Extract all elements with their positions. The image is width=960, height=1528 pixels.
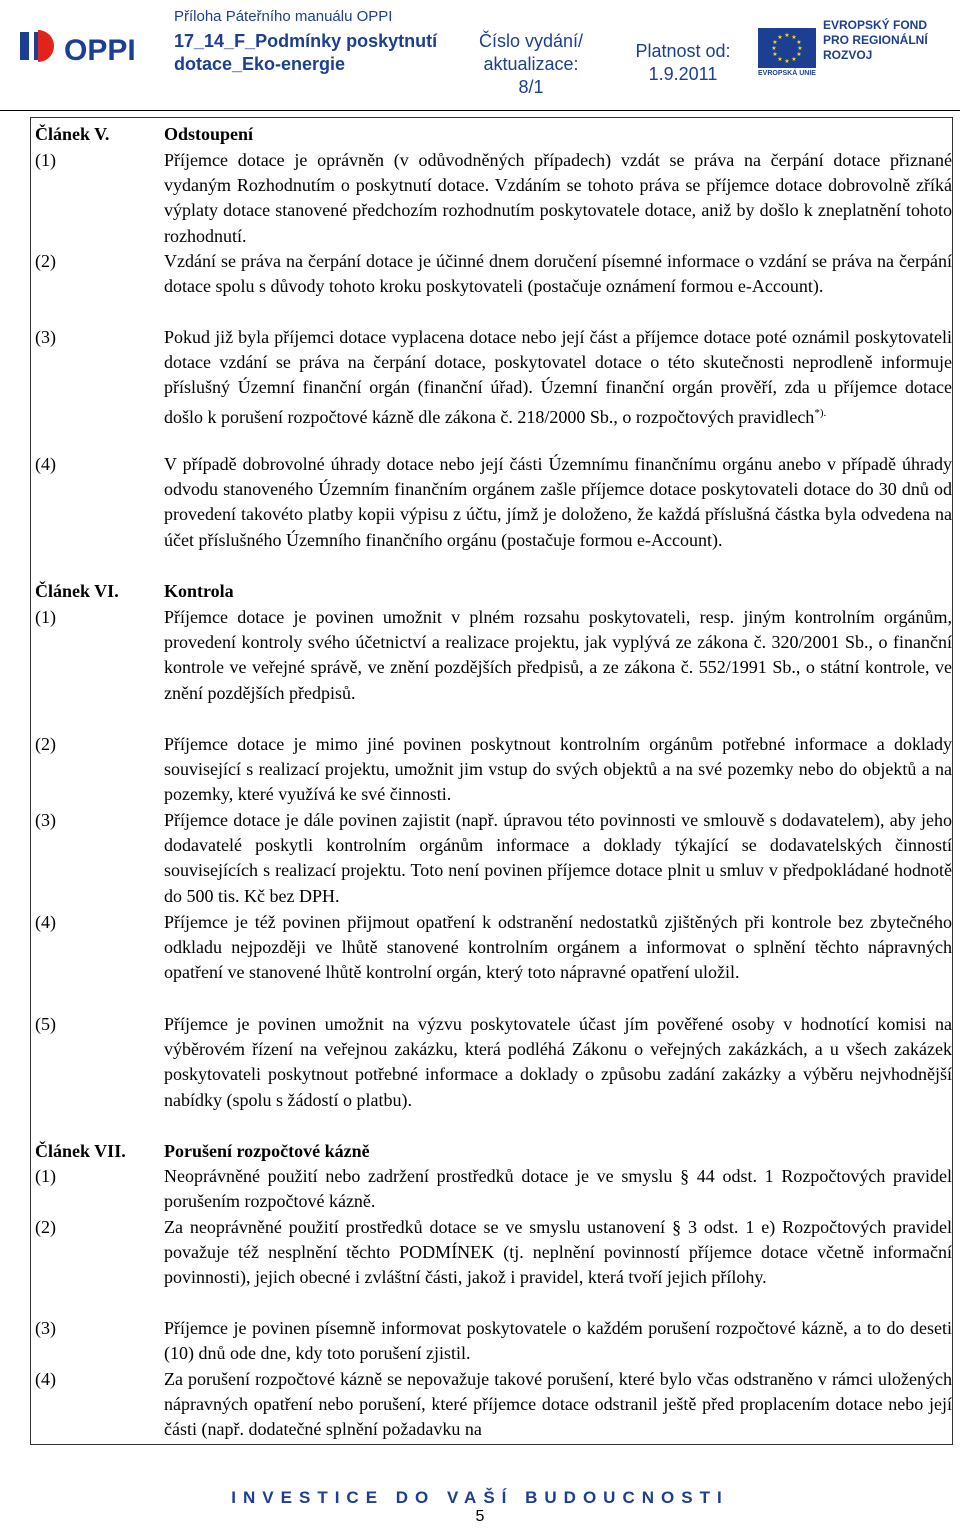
item-number: (4) xyxy=(35,454,56,474)
svg-text:★: ★ xyxy=(772,51,778,58)
document-title: 17_14_F_Podmínky poskytnutí dotace_Eko-energie xyxy=(174,31,438,74)
item-number: (4) xyxy=(35,1369,56,1389)
validity-label: Platnost od: xyxy=(635,41,731,61)
item-number: (1) xyxy=(35,607,56,627)
article-title: Kontrola xyxy=(164,581,234,601)
item-text: Příjemce dotace je povinen umožnit v plném rozsahu poskytovateli, resp. jiným kontrolním orgánům, provedení kontroly svého účetnictví a realizace projektu, jak vyplývá ze zákona č. 320/2001 Sb., o finanční kontrole ve veřejné správě, ve znění pozdějších předpisů, a ze zákona č. 552/1991 Sb., o státní kontrole, ve znění pozdějších předpisů. xyxy=(164,607,952,703)
article-label: Článek VI. xyxy=(35,581,119,601)
item-text: Příjemce dotace je oprávněn (v odůvodněných případech) vzdát se práva na čerpání dotace přiznané vydaným Rozhodnutím o poskytnutí dotace. Vzdáním se tohoto práva se příjemce dotace dobrovolně zříká výplaty dotace stanovené předchozím rozhodnutím poskytovatele dotace, aniž by došlo k zneplatnění tohoto rozhodnutí. xyxy=(164,150,952,246)
eu-fund-name: EVROPSKÝ FOND PRO REGIONÁLNÍ ROZVOJ xyxy=(823,18,928,62)
item-text: Příjemce dotace je mimo jiné povinen poskytnout kontrolním orgánům potřebné informace a doklady související s realizací projektu, umožnit jim vstup do svých objektů a na své pozemky nebo do objektů a na pozemky, které využívá ke své činnosti. xyxy=(164,734,952,805)
item-number: (5) xyxy=(35,1014,56,1034)
svg-text:★: ★ xyxy=(791,56,797,63)
item-text: V případě dobrovolné úhrady dotace nebo její části Územnímu finančnímu orgánu anebo v případě úhrady odvodu stanoveného Územním finančním orgánem zašle příjemce dotace poskytovateli dotace do 30 dnů od provedení takovéto platby kopii výpisu z účtu, jímž je doloženo, že každá příslušná částka byla odvedena na účet příslušného Územního finančního orgánu (postačuje formou e-Account). xyxy=(164,454,952,550)
item-text: Za neoprávněné použití prostředků dotace se ve smyslu ustanovení § 3 odst. 1 e) Rozpočtových pravidel považuje též nesplnění těchto PODMÍNEK (tj. neplnění povinností příjemce dotace včetně informační povinnosti), jejich obecné i zvláštní části, jakož i pravidel, která tvoří jejich přílohy. xyxy=(164,1217,952,1288)
item-text: Příjemce je též povinen přijmout opatření k odstranění nedostatků zjištěných při kontrole bez zbytečného odkladu nejpozději ve lhůtě stanovené kontrolním orgánem a informovat o splnění těchto nápravných opatření ve stanovené lhůtě kontrolní orgán, který toto nápravné opatření uložil. xyxy=(164,912,952,983)
page-header xyxy=(0,0,960,112)
eu-flag-icon xyxy=(758,28,816,68)
item-number: (2) xyxy=(35,1217,56,1237)
svg-text:★: ★ xyxy=(791,34,797,41)
item-number: (2) xyxy=(35,251,56,271)
svg-text:★: ★ xyxy=(784,32,790,39)
item-number: (4) xyxy=(35,912,56,932)
item-text xyxy=(164,325,952,430)
svg-text:★: ★ xyxy=(777,56,783,63)
svg-text:★: ★ xyxy=(772,39,778,46)
article-title: Odstoupení xyxy=(164,124,254,144)
article-title: Porušení rozpočtové kázně xyxy=(164,1141,370,1161)
svg-text:★: ★ xyxy=(777,34,783,41)
item-number: (3) xyxy=(35,1318,56,1338)
svg-text:★: ★ xyxy=(784,58,790,65)
issue-value: 8/1 xyxy=(518,77,544,97)
item-text-body: Pokud již byla příjemci dotace vyplacena dotace nebo její část a příjemce dotace poté oznámil poskytovateli dotace vzdání se práva na čerpání dotace, poskytovatel dotace o této skutečnosti neprodleně informuje příslušný Územní finanční orgán (finanční úřad). Územní finanční orgán prověří, zda u příjemce dotace došlo k porušení rozpočtové kázně dle zákona č. 218/2000 Sb., o rozpočtových pravidlech xyxy=(164,327,952,427)
item-text: Příjemce je povinen písemně informovat poskytovatele o každém porušení rozpočtové kázně, a to do deseti (10) dnů ode dne, kdy toto porušení zjistil. xyxy=(164,1318,952,1364)
validity-block xyxy=(618,40,748,86)
item-number: (1) xyxy=(35,1166,56,1186)
item-number: (1) xyxy=(35,150,56,170)
article-label: Článek VII. xyxy=(35,1141,126,1161)
document-body xyxy=(30,117,953,1445)
item-text: Za porušení rozpočtové kázně se nepovažuje takové porušení, které bylo včas odstraněno v rámci uložených nápravných opatření nebo porušení, které příjemce dotace odstranil ještě před proplacením dotace nebo její části (např. dodatečné splnění požadavku na xyxy=(164,1369,952,1440)
svg-text:★: ★ xyxy=(796,51,802,58)
issue-label: Číslo vydání/ aktualizace: xyxy=(478,31,584,74)
oppi-logo-text: OPPI xyxy=(64,34,136,67)
article-label: Článek V. xyxy=(35,124,110,144)
svg-text:★: ★ xyxy=(771,45,777,52)
footer-motto: INVESTICE DO VAŠÍ BUDOUCNOSTI xyxy=(231,1488,729,1507)
footnote-mark: *). xyxy=(814,406,827,419)
item-number: (2) xyxy=(35,734,56,754)
eu-label: EVROPSKÁ UNIE xyxy=(758,70,816,77)
svg-text:★: ★ xyxy=(797,45,803,52)
issue-block xyxy=(466,30,596,99)
manual-title: Příloha Páteřního manuálu OPPI xyxy=(174,8,393,25)
validity-value: 1.9.2011 xyxy=(648,64,718,84)
svg-text:★: ★ xyxy=(796,39,802,46)
item-number: (3) xyxy=(35,327,56,347)
header-divider xyxy=(0,110,960,111)
page-number: 5 xyxy=(475,1508,485,1525)
item-number: (3) xyxy=(35,810,56,830)
item-text: Příjemce je povinen umožnit na výzvu poskytovatele účast jím pověřené osoby v hodnotící komisi na výběrovém řízení na veřejnou zakázku, která podléhá Zákonu o veřejných zakázkách, a u všech zakázek poskytovateli poskytnout potřebné informace a doklady o způsobu zadání zakázky a výběru nejvhodnější nabídky (spolu s žádostí o platbu). xyxy=(164,1014,952,1110)
item-text: Neoprávněné použití nebo zadržení prostředků dotace je ve smyslu § 44 odst. 1 Rozpočtových pravidel porušením rozpočtové kázně. xyxy=(164,1166,952,1212)
oppi-logo xyxy=(20,24,160,70)
item-text: Vzdání se práva na čerpání dotace je účinné dnem doručení písemné informace o vzdání se práva na čerpání dotace spolu s důvody tohoto kroku poskytovateli (postačuje oznámení formou e-Account). xyxy=(164,251,952,297)
item-text: Příjemce dotace je dále povinen zajistit (např. úpravou této povinnosti ve smlouvě s dodavatelem), aby jeho dodavatelé poskytli kontrolním orgánům informace a doklady týkající se dodavatelských činností souvisejících s realizací projektu. Toto není povinen příjemce dotace plnit u smluv v předpokládané hodnotě do 500 tis. Kč bez DPH. xyxy=(164,810,952,906)
